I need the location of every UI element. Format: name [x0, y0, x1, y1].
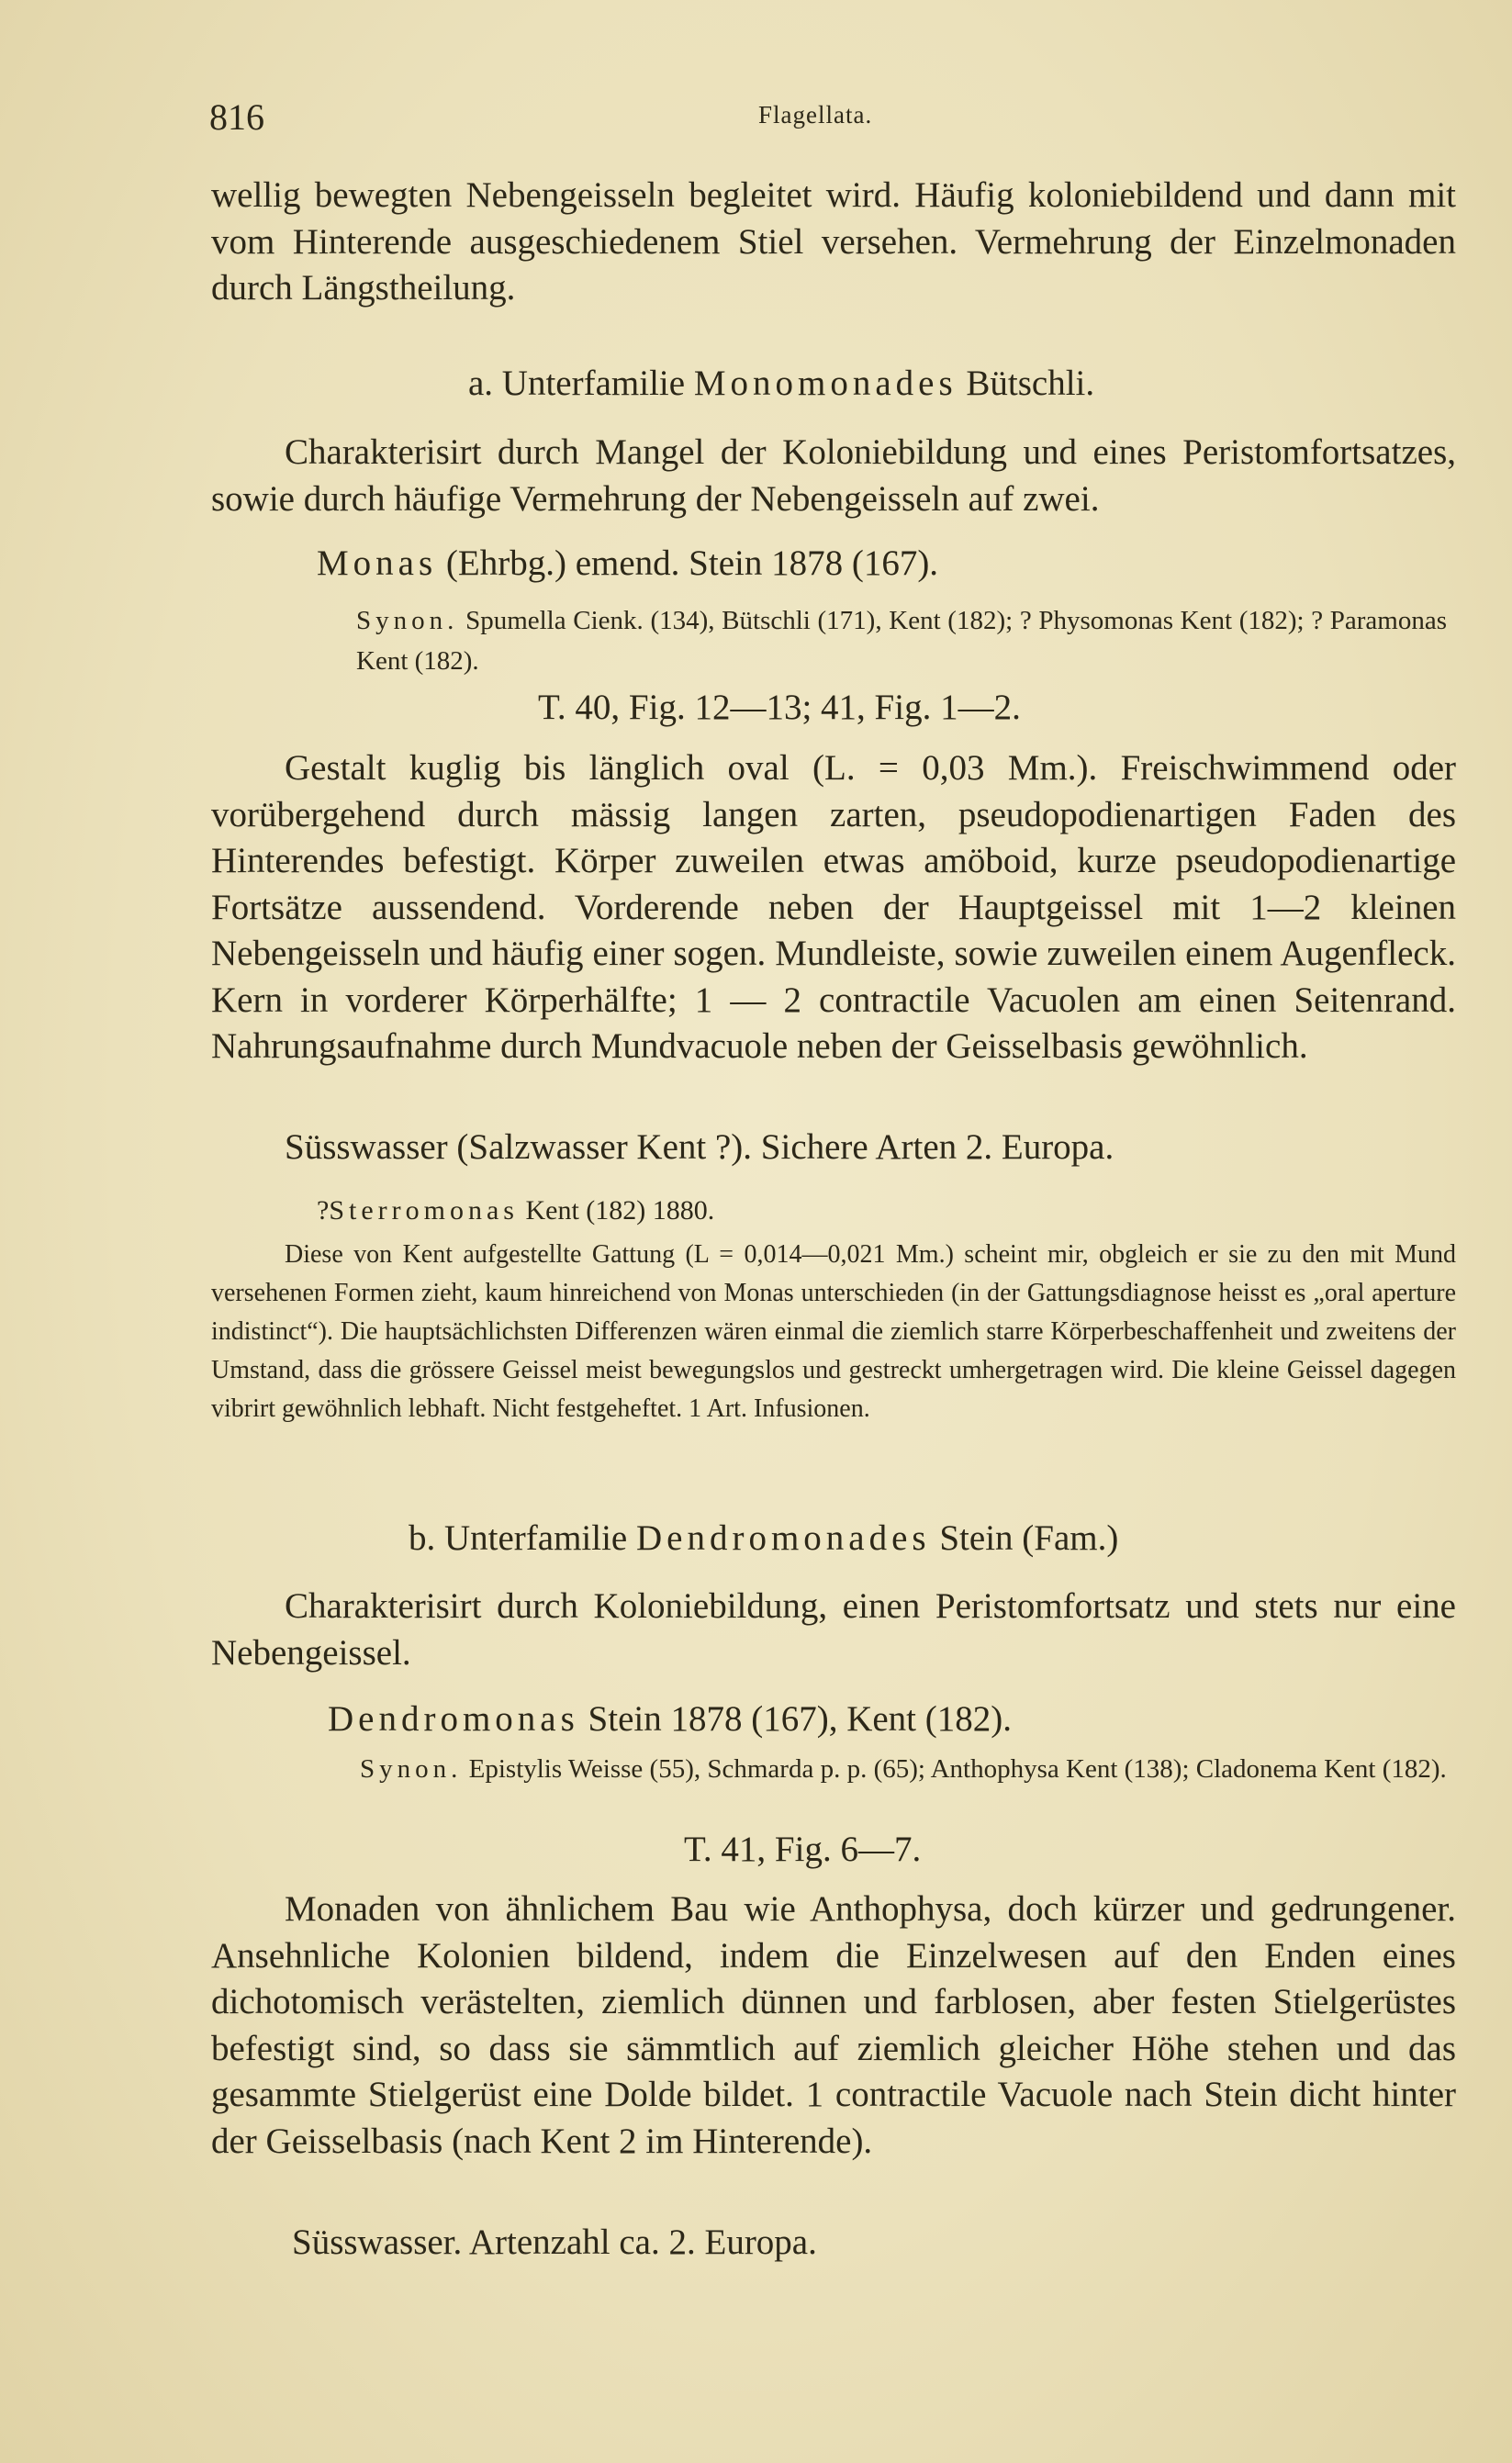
- subfamily-a-name: Monomonades: [693, 364, 958, 403]
- genus-monas-description: Gestalt kuglig bis länglich oval (L. = 0,03 Mm.). Freischwimmend oder vorübergehend durch mässig langen zarten, pseudopodienartigen Faden des Hinterendes befestigt. Körper zuweilen etwas amöboid, kurze pseudopodienartige Fortsätze aussendend. Vorderende neben der Hauptgeissel mit 1—2 kleinen Nebengeisseln und häufig einer sogen. Mundleiste, sowie zuweilen einem Augenfleck. Kern in vorderer Körperhälfte; 1 — 2 contractile Vacuolen am einen Seitenrand. Nahrungsaufnahme durch Mundvacuole neben der Geisselbasis gewöhnlich.: [211, 748, 1456, 1066]
- intro-paragraph: wellig bewegten Nebengeisseln begleitet wird. Häufig koloniebildend und dann mit vom Hinterende ausgeschiedenem Stiel versehen. Vermehrung der Einzelmonaden durch Längstheilung.: [211, 175, 1456, 308]
- genus-monas-name: Monas: [317, 543, 438, 583]
- genus-dendromonas-synon-text: Epistylis Weisse (55), Schmarda p. p. (65); Anthophysa Kent (138); Cladonema Kent (182).: [468, 1754, 1447, 1784]
- genus-monas-habitat: Süsswasser (Salzwasser Kent ?). Sichere Arten 2. Europa.: [285, 1127, 1114, 1167]
- sterromonas-note: Diese von Kent aufgestellte Gattung (L = 0,014—0,021 Mm.) scheint mir, obgleich er sie zu den mit Mund versehenen Formen zieht, kaum hinreichend von Monas unterschieden (in der Gattungsdiagnose heisst es „oral aperture indistinct“). Die hauptsächlichsten Differenzen wären einmal die ziemlich starre Körperbeschaffenheit und zweitens der Umstand, dass die grössere Geissel meist bewegungslos und gestreckt umhergetragen wird. Die kleine Geissel dagegen vibrirt gewöhnlich lebhaft. Nicht festgeheftet. 1 Art. Infusionen.: [211, 1240, 1456, 1423]
- sterromonas-prefix: ?: [317, 1195, 330, 1226]
- subfamily-a-description: Charakterisirt durch Mangel der Koloniebildung und eines Peristomfortsatzes, sowie durch häufige Vermehrung der Nebengeisseln auf zwei.: [211, 432, 1456, 519]
- subfamily-b-description: Charakterisirt durch Koloniebildung, einen Peristomfortsatz und stets nur eine Nebengeissel.: [211, 1586, 1456, 1673]
- sterromonas-heading: [317, 1192, 714, 1230]
- subfamily-a-prefix: a. Unterfamilie: [468, 364, 686, 403]
- subfamily-b-author: Stein (Fam.): [939, 1518, 1119, 1558]
- genus-dendromonas-name: Dendromonas: [328, 1699, 579, 1739]
- genus-dendromonas-figure-ref: T. 41, Fig. 6—7.: [684, 1830, 922, 1869]
- genus-monas-author: (Ehrbg.) emend. Stein 1878 (167).: [445, 543, 939, 583]
- subfamily-b-heading: [409, 1516, 1118, 1562]
- genus-dendromonas-heading: [328, 1696, 1012, 1742]
- genus-dendromonas-description: Monaden von ähnlichem Bau wie Anthophysa, doch kürzer und gedrungener. Ansehnliche Kolonien bildend, indem die Einzelwesen auf den Enden eines dichotomisch verästelten, ziemlich dünnen und farblosen, aber festen Stielgerüstes befestigt sind, so dass sie sämmtlich auf ziemlich gleicher Höhe stehen und das gesammte Stielgerüst eine Dolde bildet. 1 contractile Vacuole nach Stein dicht hinter der Geisselbasis (nach Kent 2 im Hinterende).: [211, 1889, 1456, 2161]
- genus-dendromonas-author: Stein 1878 (167), Kent (182).: [588, 1699, 1012, 1739]
- genus-dendromonas-synon-label: Synon.: [360, 1754, 463, 1784]
- running-title: Flagellata.: [758, 101, 873, 129]
- subfamily-b-name: Dendromonades: [636, 1518, 931, 1558]
- genus-monas-synonyms: [356, 600, 1447, 681]
- genus-monas-heading: [317, 541, 938, 587]
- subfamily-a-author: Bütschli.: [966, 364, 1095, 403]
- subfamily-a-heading: [468, 361, 1094, 407]
- sterromonas-name: Sterromonas: [329, 1195, 519, 1226]
- sterromonas-author: Kent (182) 1880.: [525, 1195, 715, 1226]
- genus-dendromonas-habitat: Süsswasser. Artenzahl ca. 2. Europa.: [292, 2222, 817, 2262]
- genus-monas-figure-ref: T. 40, Fig. 12—13; 41, Fig. 1—2.: [538, 688, 1021, 727]
- genus-monas-synon-label: Synon.: [356, 606, 459, 635]
- genus-monas-synon-text: Spumella Cienk. (134), Bütschli (171), Kent (182); ? Physomonas Kent (182); ? Paramonas Kent (182).: [356, 606, 1448, 676]
- subfamily-b-prefix: b. Unterfamilie: [409, 1518, 628, 1558]
- genus-dendromonas-synonyms: [360, 1749, 1450, 1789]
- page-number: 816: [209, 96, 264, 138]
